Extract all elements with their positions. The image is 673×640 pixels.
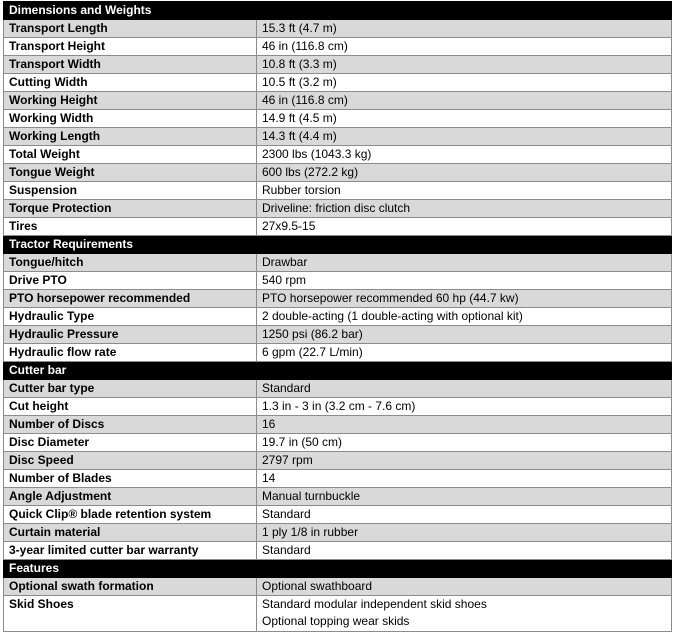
spec-row <box>4 38 672 56</box>
spec-value-line: 16 <box>262 417 276 431</box>
section-header-row <box>4 236 672 254</box>
spec-row <box>4 20 672 38</box>
spec-row <box>4 110 672 128</box>
spec-value-line: Optional topping wear skids <box>262 614 410 628</box>
spec-label: Total Weight <box>4 146 257 164</box>
spec-label: Transport Length <box>4 20 257 38</box>
spec-label: Cut height <box>4 398 257 416</box>
spec-label: Angle Adjustment <box>4 488 257 506</box>
spec-value-line: Rubber torsion <box>262 183 341 197</box>
spec-value-line: 6 gpm (22.7 L/min) <box>262 345 363 359</box>
spec-label: 3-year limited cutter bar warranty <box>4 542 257 560</box>
spec-label: Curtain material <box>4 524 257 542</box>
spec-value <box>257 506 672 524</box>
spec-label: PTO horsepower recommended <box>4 290 257 308</box>
spec-label: Tongue/hitch <box>4 254 257 272</box>
spec-row <box>4 452 672 470</box>
spec-label: Cutting Width <box>4 74 257 92</box>
spec-value-line: 2 double-acting (1 double-acting with optional kit) <box>262 309 523 323</box>
spec-value-line: 10.5 ft (3.2 m) <box>262 75 337 89</box>
spec-value <box>257 74 672 92</box>
spec-row <box>4 200 672 218</box>
spec-value-line: 600 lbs (272.2 kg) <box>262 165 359 179</box>
spec-value <box>257 272 672 290</box>
spec-value <box>257 20 672 38</box>
spec-row <box>4 380 672 398</box>
spec-row <box>4 74 672 92</box>
spec-value <box>257 470 672 488</box>
spec-value-line: Optional swathboard <box>262 579 373 593</box>
spec-label: Working Width <box>4 110 257 128</box>
spec-row <box>4 308 672 326</box>
spec-row <box>4 398 672 416</box>
spec-label: Number of Blades <box>4 470 257 488</box>
spec-row <box>4 524 672 542</box>
spec-row <box>4 506 672 524</box>
spec-value-line: Standard <box>262 381 311 395</box>
section-title: Tractor Requirements <box>4 236 257 254</box>
spec-row <box>4 92 672 110</box>
spec-value-line: 14 <box>262 471 276 485</box>
spec-label: Hydraulic flow rate <box>4 344 257 362</box>
spec-table-body <box>4 2 672 632</box>
spec-row <box>4 434 672 452</box>
spec-value-line: PTO horsepower recommended 60 hp (44.7 kw) <box>262 291 519 305</box>
section-title: Cutter bar <box>4 362 257 380</box>
spec-value <box>257 578 672 596</box>
section-header-blank <box>257 362 672 380</box>
section-title: Dimensions and Weights <box>4 2 257 20</box>
spec-row <box>4 542 672 560</box>
section-header-row <box>4 2 672 20</box>
spec-value-line: Standard <box>262 507 311 521</box>
spec-value <box>257 434 672 452</box>
spec-row <box>4 254 672 272</box>
spec-label: Working Length <box>4 128 257 146</box>
spec-value <box>257 380 672 398</box>
spec-label: Skid Shoes <box>4 596 257 632</box>
spec-value-line: 2797 rpm <box>262 453 313 467</box>
spec-value-line: 2300 lbs (1043.3 kg) <box>262 147 372 161</box>
spec-value-line: Standard modular independent skid shoes <box>262 597 487 611</box>
spec-label: Tongue Weight <box>4 164 257 182</box>
spec-label: Torque Protection <box>4 200 257 218</box>
spec-label: Working Height <box>4 92 257 110</box>
spec-value <box>257 488 672 506</box>
spec-label: Suspension <box>4 182 257 200</box>
spec-label: Optional swath formation <box>4 578 257 596</box>
spec-label: Disc Diameter <box>4 434 257 452</box>
section-header-blank <box>257 2 672 20</box>
spec-value <box>257 290 672 308</box>
spec-value <box>257 182 672 200</box>
spec-value-line: 15.3 ft (4.7 m) <box>262 21 337 35</box>
spec-row <box>4 218 672 236</box>
section-header-blank <box>257 560 672 578</box>
spec-value <box>257 542 672 560</box>
spec-table <box>3 1 672 632</box>
spec-value-line: 10.8 ft (3.3 m) <box>262 57 337 71</box>
spec-label: Cutter bar type <box>4 380 257 398</box>
spec-value-line: 14.3 ft (4.4 m) <box>262 129 337 143</box>
spec-value-line: 46 in (116.8 cm) <box>262 39 348 53</box>
spec-value-line: Standard <box>262 543 311 557</box>
spec-value-line: Manual turnbuckle <box>262 489 361 503</box>
spec-value <box>257 398 672 416</box>
spec-value <box>257 416 672 434</box>
spec-row <box>4 488 672 506</box>
spec-value <box>257 38 672 56</box>
spec-value-line: 540 rpm <box>262 273 307 287</box>
spec-value <box>257 200 672 218</box>
spec-value <box>257 308 672 326</box>
spec-row <box>4 146 672 164</box>
spec-value <box>257 254 672 272</box>
spec-row <box>4 326 672 344</box>
spec-value <box>257 326 672 344</box>
spec-label: Drive PTO <box>4 272 257 290</box>
section-header-row <box>4 560 672 578</box>
spec-label: Tires <box>4 218 257 236</box>
spec-value <box>257 92 672 110</box>
spec-label: Number of Discs <box>4 416 257 434</box>
spec-value-line: 1.3 in - 3 in (3.2 cm - 7.6 cm) <box>262 399 416 413</box>
spec-value-line: 46 in (116.8 cm) <box>262 93 348 107</box>
spec-value-line: 1250 psi (86.2 bar) <box>262 327 363 341</box>
spec-row <box>4 128 672 146</box>
spec-label: Transport Width <box>4 56 257 74</box>
spec-value-line: 14.9 ft (4.5 m) <box>262 111 337 125</box>
spec-value <box>257 146 672 164</box>
spec-value-line: 19.7 in (50 cm) <box>262 435 343 449</box>
spec-row <box>4 416 672 434</box>
spec-value-line: Driveline: friction disc clutch <box>262 201 411 215</box>
spec-value <box>257 596 672 632</box>
spec-value <box>257 128 672 146</box>
spec-row <box>4 344 672 362</box>
spec-row <box>4 164 672 182</box>
section-header-row <box>4 362 672 380</box>
spec-label: Hydraulic Pressure <box>4 326 257 344</box>
spec-value <box>257 524 672 542</box>
spec-value-line: Drawbar <box>262 255 308 269</box>
spec-row <box>4 182 672 200</box>
section-header-blank <box>257 236 672 254</box>
spec-row <box>4 470 672 488</box>
spec-row <box>4 596 672 632</box>
spec-value <box>257 452 672 470</box>
spec-value <box>257 344 672 362</box>
spec-label: Hydraulic Type <box>4 308 257 326</box>
spec-row <box>4 578 672 596</box>
spec-row <box>4 272 672 290</box>
spec-row <box>4 290 672 308</box>
spec-label: Transport Height <box>4 38 257 56</box>
spec-value <box>257 164 672 182</box>
spec-label: Disc Speed <box>4 452 257 470</box>
spec-value-line: 27x9.5-15 <box>262 219 316 233</box>
spec-value <box>257 110 672 128</box>
section-title: Features <box>4 560 257 578</box>
spec-row <box>4 56 672 74</box>
spec-value <box>257 56 672 74</box>
spec-value-line: 1 ply 1/8 in rubber <box>262 525 359 539</box>
spec-value <box>257 218 672 236</box>
spec-label: Quick Clip® blade retention system <box>4 506 257 524</box>
